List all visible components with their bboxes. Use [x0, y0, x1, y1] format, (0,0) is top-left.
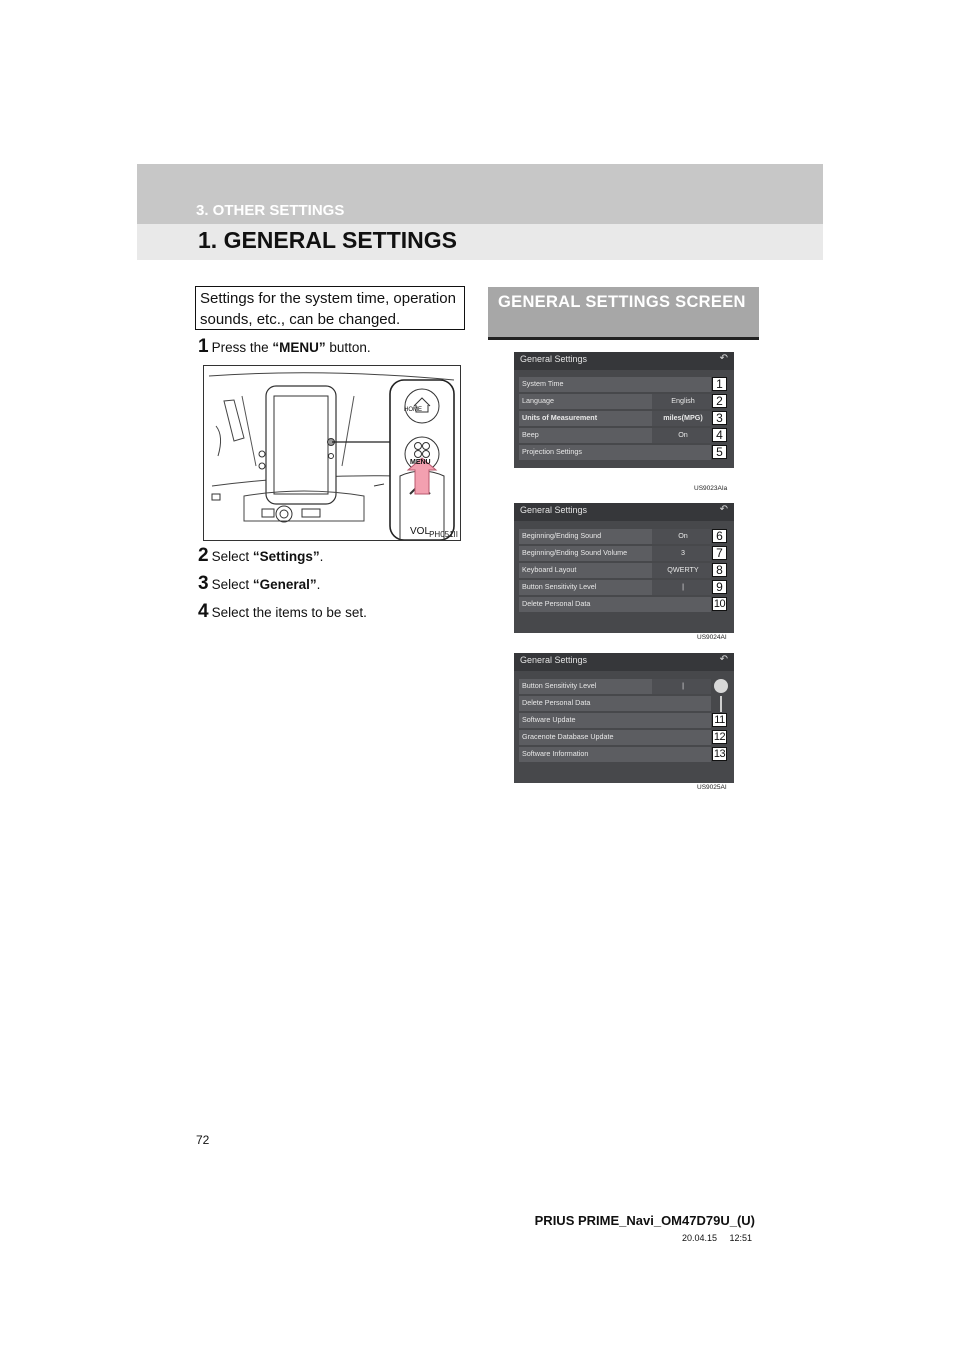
step-text-end: . [319, 549, 324, 564]
page-title: 1. GENERAL SETTINGS [198, 227, 458, 253]
row-label: Delete Personal Data [522, 698, 591, 707]
step-number: 4 [198, 601, 209, 622]
step-text: Select [211, 549, 253, 564]
document-code: PRIUS PRIME_Navi_OM47D79U_(U) [534, 1213, 755, 1228]
step-number: 2 [198, 545, 209, 566]
marker-13: 13 [713, 748, 726, 760]
menu-button-figure [203, 365, 461, 541]
step-text-end: . [316, 577, 321, 592]
row-label: Delete Personal Data [522, 599, 591, 608]
step-text: Select the items to be set. [211, 605, 367, 620]
row-label: Gracenote Database Update [522, 732, 614, 741]
step-text-end: button. [325, 340, 371, 355]
step-text: Press the [211, 340, 273, 355]
general-settings-screen-header: GENERAL SETTINGS SCREEN [488, 287, 759, 340]
vol-label: VOL [410, 526, 431, 537]
scroll-up-icon[interactable] [714, 679, 728, 693]
step-text: Select [211, 577, 253, 592]
step-number: 1 [198, 336, 209, 357]
setting-row-beep[interactable] [519, 428, 711, 443]
step-2 [198, 545, 323, 567]
marker-3: 3 [712, 411, 727, 425]
image-code-2: US9024AI [697, 634, 727, 641]
row-value: 3 [681, 548, 685, 557]
step-keyword: “MENU” [272, 340, 326, 355]
row-value: On [678, 531, 688, 540]
dashboard-illustration [204, 366, 460, 540]
row-label: Projection Settings [522, 447, 582, 456]
marker-12: 12 [713, 731, 726, 743]
row-label: Button Sensitivity Level [522, 582, 597, 591]
marker-9: 9 [712, 580, 727, 594]
step-keyword: “Settings” [252, 549, 320, 564]
setting-row-keyboard-layout[interactable] [519, 563, 711, 578]
marker-7: 7 [712, 546, 727, 560]
row-label: Beginning/Ending Sound [522, 531, 602, 540]
page-number: 72 [196, 1133, 210, 1147]
marker-1: 1 [712, 377, 727, 391]
setting-row-gracenote-update[interactable] [519, 730, 711, 745]
setting-row-software-update[interactable] [519, 713, 711, 728]
step-number: 3 [198, 573, 209, 594]
marker-8: 8 [712, 563, 727, 577]
marker-10: 10 [713, 598, 726, 610]
setting-row-projection[interactable] [519, 445, 711, 460]
step-1 [198, 336, 371, 358]
back-icon[interactable]: ↶ [719, 504, 728, 515]
setting-row-software-information[interactable] [519, 747, 711, 762]
home-label: HOME [404, 407, 422, 413]
row-label: Beginning/Ending Sound Volume [522, 548, 628, 557]
settings-screen-3 [514, 653, 734, 783]
row-value: | [682, 582, 684, 591]
row-label: Software Update [522, 715, 576, 724]
intro-box: Settings for the system time, operation sounds, etc., can be changed. [195, 286, 465, 330]
back-icon[interactable]: ↶ [719, 353, 728, 364]
setting-row-language[interactable] [519, 394, 711, 409]
row-label: Language [522, 396, 554, 405]
section-label: 3. OTHER SETTINGS [196, 202, 345, 219]
row-label: System Time [522, 379, 564, 388]
row-value: | [682, 681, 684, 690]
step-keyword: “General” [252, 577, 317, 592]
setting-row-delete-personal-data[interactable] [519, 696, 711, 711]
image-code-3: US9025AI [697, 784, 727, 791]
setting-row-system-time[interactable] [519, 377, 711, 392]
screen-title: General Settings [520, 655, 588, 665]
row-value: English [671, 396, 695, 405]
screen-bottom-strip [514, 468, 734, 482]
row-label: Button Sensitivity Level [522, 681, 597, 690]
setting-row-delete-personal-data[interactable] [519, 597, 711, 612]
row-label: Keyboard Layout [522, 565, 577, 574]
screen-title: General Settings [520, 354, 588, 364]
marker-5: 5 [712, 445, 727, 459]
scrollbar[interactable] [720, 696, 722, 712]
image-code-1: US9023AIa [694, 485, 728, 492]
settings-screen-2 [514, 503, 734, 633]
marker-2: 2 [712, 394, 727, 408]
row-value: On [678, 430, 688, 439]
back-icon[interactable]: ↶ [719, 654, 728, 665]
step-4 [198, 601, 367, 623]
step-3 [198, 573, 320, 595]
marker-6: 6 [712, 529, 727, 543]
row-label: Beep [522, 430, 539, 439]
figure-caption: PH051II [429, 530, 458, 539]
setting-row-sound-volume[interactable] [519, 546, 711, 561]
document-timestamp: 20.04.15 12:51 [681, 1233, 752, 1243]
settings-screen-1 [514, 352, 734, 482]
setting-row-button-sensitivity[interactable] [519, 679, 711, 694]
setting-row-button-sensitivity[interactable] [519, 580, 711, 595]
menu-label: MENU [410, 459, 431, 466]
setting-row-units[interactable] [519, 411, 711, 426]
setting-row-beginning-ending-sound[interactable] [519, 529, 711, 544]
row-value: QWERTY [667, 565, 699, 574]
marker-11: 11 [712, 713, 727, 727]
row-label: Software Information [522, 749, 589, 758]
row-value: miles(MPG) [663, 413, 703, 422]
marker-4: 4 [712, 428, 727, 442]
row-label: Units of Measurement [522, 413, 598, 422]
screen-title: General Settings [520, 505, 588, 515]
